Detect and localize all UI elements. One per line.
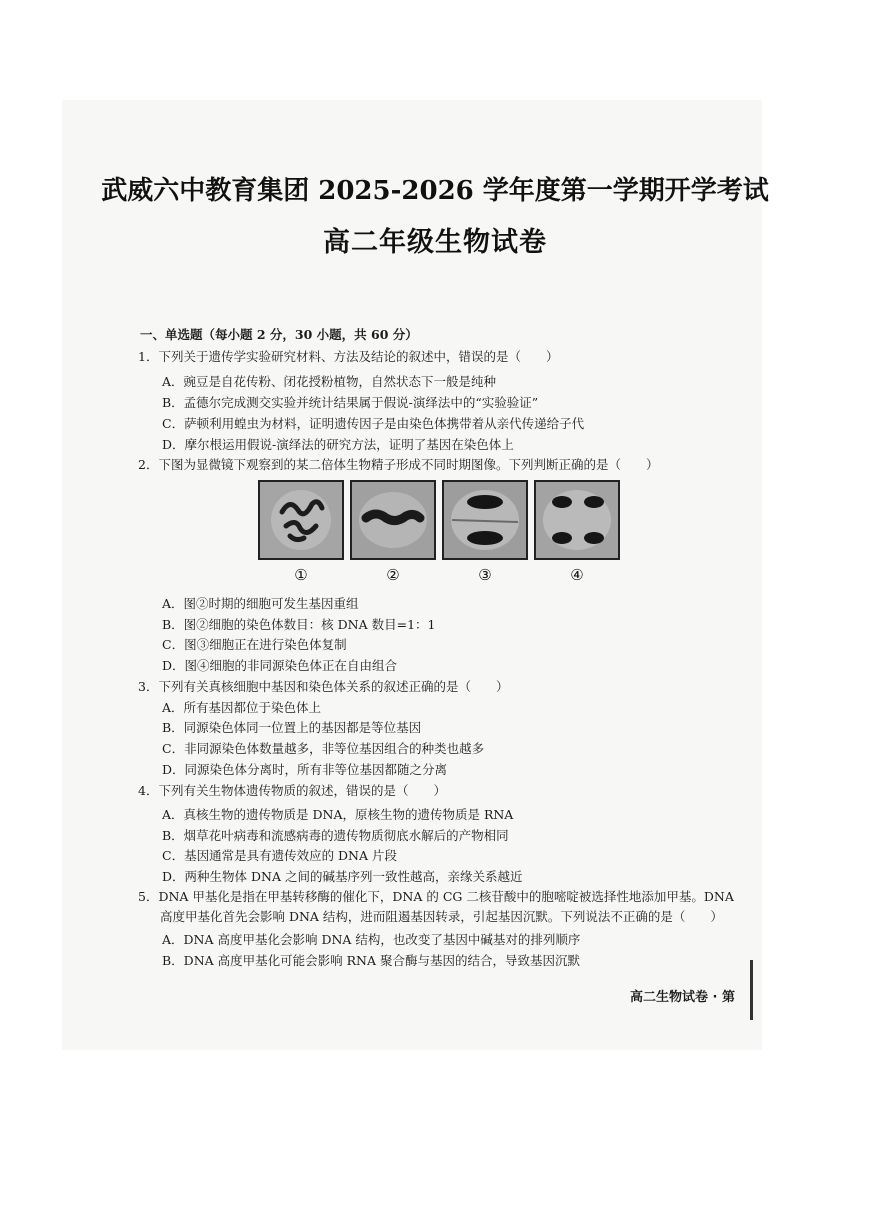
section-heading: 一、单选题（每小题 2 分，30 小题，共 60 分） bbox=[140, 327, 418, 342]
question-5-stem-continued: 高度甲基化首先会影响 DNA 结构，进而阻遏基因转录，引起基因沉默。下列说法不正确的是（ ） bbox=[160, 909, 723, 924]
micrograph-2 bbox=[350, 480, 436, 560]
micrograph-3 bbox=[442, 480, 528, 560]
question-3-option-c: C．非同源染色体数量越多，非等位基因组合的种类也越多 bbox=[162, 741, 485, 756]
micrograph-label-3: ③ bbox=[478, 566, 492, 584]
question-3-option-a: A．所有基因都位于染色体上 bbox=[162, 700, 322, 715]
exam-subtitle: 高二年级生物试卷 bbox=[323, 227, 547, 258]
page-footer: 高二生物试卷 · 第 bbox=[630, 990, 735, 1005]
question-3-option-b: B．同源染色体同一位置上的基因都是等位基因 bbox=[162, 720, 422, 735]
micrograph-figure bbox=[256, 480, 626, 584]
question-5-option-a: A．DNA 高度甲基化会影响 DNA 结构，也改变了基因中碱基对的排列顺序 bbox=[162, 932, 581, 947]
exam-title: 武威六中教育集团 2025-2026 学年度第一学期开学考试 bbox=[101, 176, 769, 206]
question-1-option-d: D．摩尔根运用假说-演绎法的研究方法，证明了基因在染色体上 bbox=[162, 437, 514, 452]
question-2-option-a: A．图②时期的细胞可发生基因重组 bbox=[162, 596, 359, 611]
micrograph-label-4: ④ bbox=[570, 566, 584, 584]
page-edge-mark bbox=[750, 960, 753, 1020]
question-3-stem: 3．下列有关真核细胞中基因和染色体关系的叙述正确的是（ ） bbox=[138, 679, 509, 694]
question-1-option-b: B．孟德尔完成测交实验并统计结果属于假说-演绎法中的“实验验证” bbox=[162, 395, 539, 410]
micrograph-4 bbox=[534, 480, 620, 560]
question-2-option-d: D．图④细胞的非同源染色体正在自由组合 bbox=[162, 658, 398, 673]
question-2-option-b: B．图②细胞的染色体数目：核 DNA 数目=1：1 bbox=[162, 617, 436, 632]
question-5-stem: 5．DNA 甲基化是指在甲基转移酶的催化下，DNA 的 CG 二核苷酸中的胞嘧啶被选择性地添加甲基。DNA bbox=[138, 889, 734, 904]
question-1-option-a: A．豌豆是自花传粉、闭花授粉植物，自然状态下一般是纯种 bbox=[162, 374, 497, 389]
micrograph-label-2: ② bbox=[386, 566, 400, 584]
question-1-option-c: C．萨顿利用蝗虫为材料，证明遗传因子是由染色体携带着从亲代传递给子代 bbox=[162, 416, 585, 431]
question-2-stem: 2．下图为显微镜下观察到的某二倍体生物精子形成不同时期图像。下列判断正确的是（ ） bbox=[138, 457, 659, 472]
question-3-option-d: D．同源染色体分离时，所有非等位基因都随之分离 bbox=[162, 762, 448, 777]
question-4-option-b: B．烟草花叶病毒和流感病毒的遗传物质彻底水解后的产物相同 bbox=[162, 828, 509, 843]
question-1-stem: 1．下列关于遗传学实验研究材料、方法及结论的叙述中，错误的是（ ） bbox=[138, 349, 559, 364]
micrograph-label-1: ① bbox=[294, 566, 308, 584]
question-4-stem: 4．下列有关生物体遗传物质的叙述，错误的是（ ） bbox=[138, 783, 446, 798]
question-5-option-b: B．DNA 高度甲基化可能会影响 RNA 聚合酶与基因的结合，导致基因沉默 bbox=[162, 953, 580, 968]
micrograph-1 bbox=[258, 480, 344, 560]
question-4-option-d: D．两种生物体 DNA 之间的碱基序列一致性越高，亲缘关系越近 bbox=[162, 869, 523, 884]
question-4-option-c: C．基因通常是具有遗传效应的 DNA 片段 bbox=[162, 848, 397, 863]
question-4-option-a: A．真核生物的遗传物质是 DNA，原核生物的遗传物质是 RNA bbox=[162, 807, 514, 822]
question-2-option-c: C．图③细胞正在进行染色体复制 bbox=[162, 637, 347, 652]
